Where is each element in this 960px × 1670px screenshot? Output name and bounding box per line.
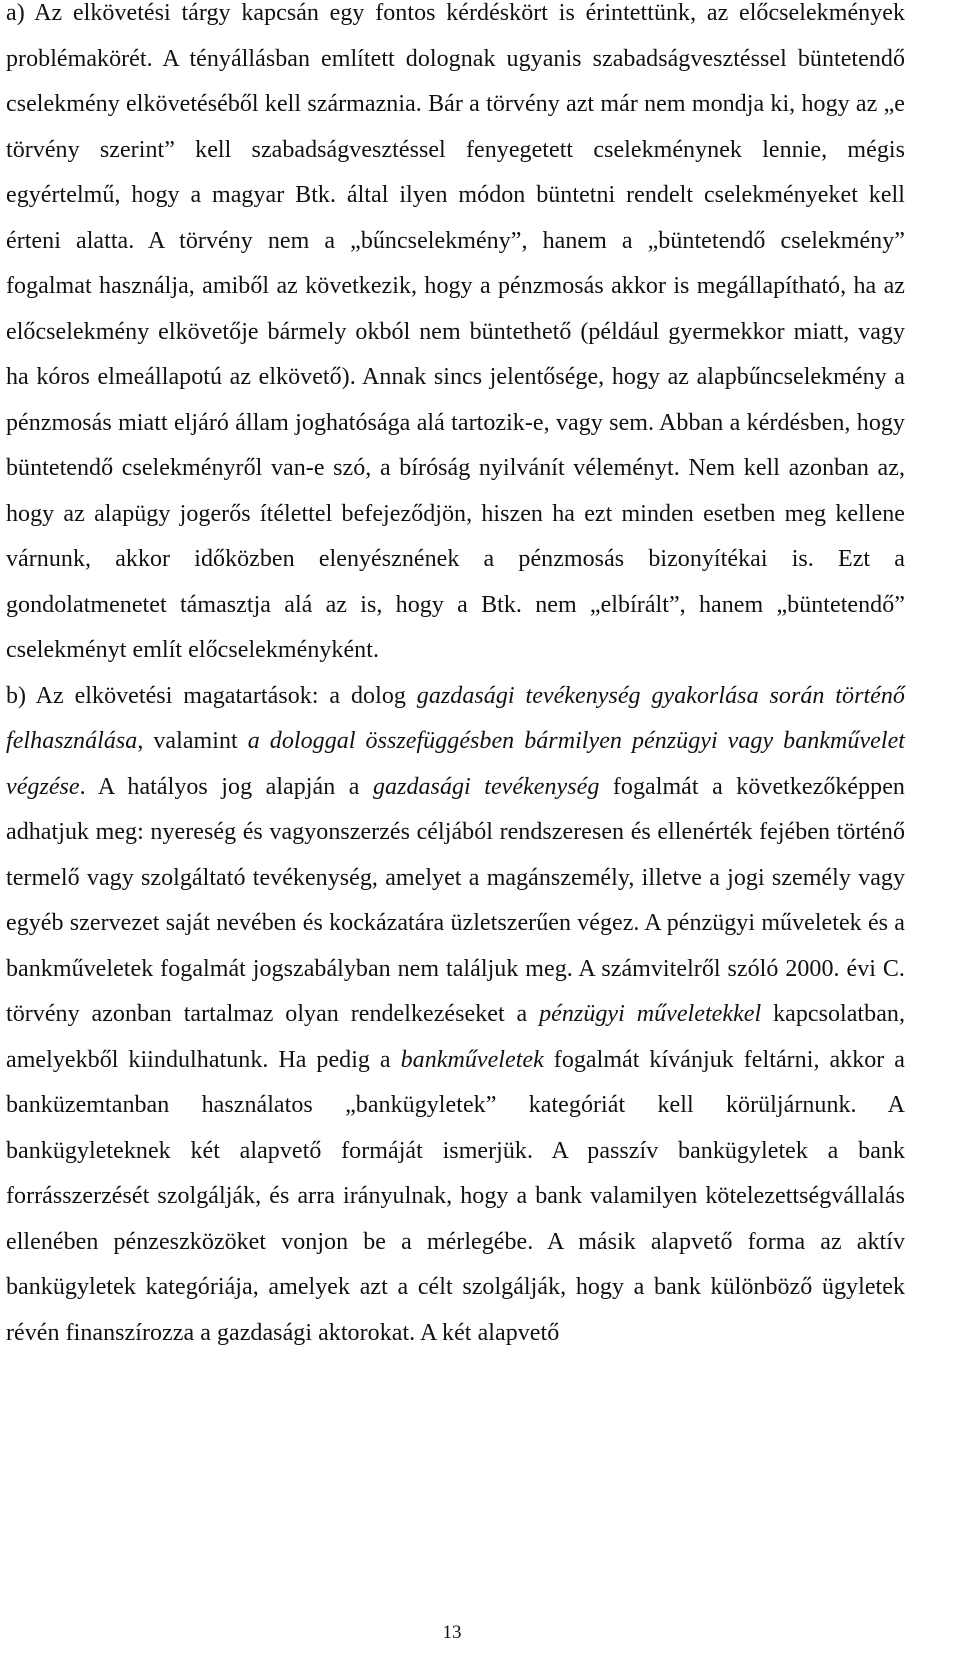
paragraph-b: [6, 674, 905, 1357]
italic-term: gazdasági tevékenység: [372, 773, 600, 800]
italic-term: bankműveletek: [400, 1046, 544, 1073]
body-text: [6, 0, 905, 1356]
italic-term: gazdasági tevékenység gyakorlása során történő felhasználása: [6, 682, 905, 754]
paragraph-b-text: . A hatályos jog alapján a: [79, 773, 373, 800]
italic-term: pénzügyi műveletekkel: [539, 1001, 762, 1027]
page-number: 13: [442, 1622, 462, 1643]
paragraph-b-text: kapcsolatban, amelyekből kiindulhatunk. Ha pedig a: [6, 1001, 905, 1073]
paragraph-b-text: fogalmát a következőképpen adhatjuk meg: nyereség és vagyonszerzés céljából rendszeresen és ellenérték fejében történő termelő vagy szolgáltató tevékenység, amelyet a magánszemély, illetve a jogi személy vagy egyéb szervezet saját nevében és kockázatára üzletszerűen végez. A pénzügyi műveletek és a bankműveletek fogalmát jogszabályban nem találjuk meg. A számvitelről szóló 2000. évi C. törvény azonban tartalmaz olyan rendelkezéseket a: [6, 773, 905, 1027]
paragraph-b-text: fogalmát kívánjuk feltárni, akkor a banküzemtanban használatos „bankügyletek” kategóriát kell körüljárnunk. A bankügyleteknek két alapvető formáját ismerjük. A passzív bankügyletek a bank forrásszerzését szolgálják, és arra irányulnak, hogy a bank valamilyen kötelezettségvállalás ellenében pénzeszközöket vonjon be a mérlegébe. A másik alapvető forma az aktív bankügyletek kategóriája, amelyek azt a célt szolgálják, hogy a bank különböző ügyletek révén finanszírozza a gazdasági aktorokat. A két alapvető: [6, 1046, 905, 1346]
paragraph-b-text: , valamint: [137, 728, 248, 754]
italic-term: a dologgal összefüggésben bármilyen pénzügyi vagy bankművelet végzése: [6, 728, 905, 800]
paragraph-b-text: b) Az elkövetési magatartások: a dolog: [6, 682, 417, 709]
paragraph-a: a) Az elkövetési tárgy kapcsán egy fontos kérdéskört is érintettünk, az előcselekmények problémakörét. A tényállásban említett dolognak ugyanis szabadságvesztéssel büntetendő cselekmény elkövetéséből kell származnia. Bár a törvény azt már nem mondja ki, hogy az „e törvény szerint” kell szabadságvesztéssel fenyegetett cselekménynek lennie, mégis egyértelmű, hogy a magyar Btk. által ilyen módon büntetni rendelt cselekményeket kell érteni alatta. A törvény nem a „bűncselekmény”, hanem a „büntetendő cselekmény” fogalmat használja, amiből az következik, hogy a pénzmosás akkor is megállapítható, ha az előcselekmény elkövetője bármely okból nem büntethető (például gyermekkor miatt, vagy ha kóros elmeállapotú az elkövető). Annak sincs jelentősége, hogy az alapbűncselekmény a pénzmosás miatt eljáró állam joghatósága alá tartozik-e, vagy sem. Abban a kérdésben, hogy büntetendő cselekményről van-e szó, a bíróság nyilvánít véleményt. Nem kell azonban az, hogy az alapügy jogerős ítélettel befejeződjön, hiszen ha ezt minden esetben meg kellene várnunk, akkor időközben elenyésznének a pénzmosás bizonyítékai is. Ezt a gondolatmenetet támasztja alá az is, hogy a Btk. nem „elbírált”, hanem „büntetendő” cselekményt említ előcselekményként.: [6, 0, 905, 663]
